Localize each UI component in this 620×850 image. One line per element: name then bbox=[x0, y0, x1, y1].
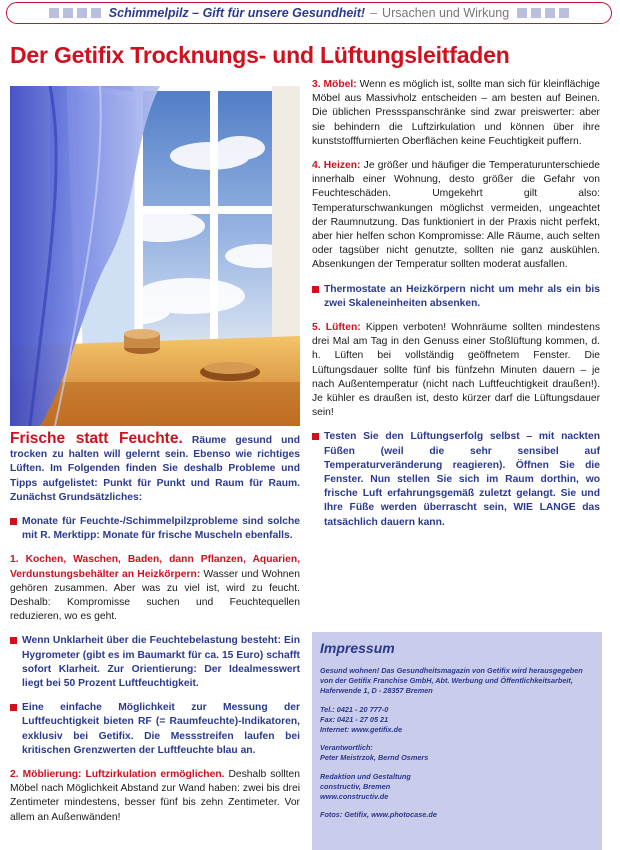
p4-heading: 4. Heizen: bbox=[312, 160, 361, 172]
header-subtitle: Ursachen und Wirkung bbox=[382, 6, 510, 20]
lead-heading: Frische statt Feuchte. bbox=[10, 430, 183, 447]
p1-text: Wasser und Wohnen gehören zusammen. Aber was zu viel ist, wird zu feucht. Deshalb: Kompromisse suchen und Feuchtequellen reduzieren, wo es geht. bbox=[10, 568, 300, 623]
lead-text: Räume gesund und trocken zu halten will gelernt sein. Ebenso wie richtiges Lüften. Im Folgenden finden Sie deshalb Probleme und Tipps aufgelistet: Punkt für Punkt und Raum für Raum. Zunächst Grundsätzliches: bbox=[10, 435, 300, 503]
impressum-tel: Tel.: 0421 - 20 777-0 bbox=[320, 704, 389, 714]
window-photo-illustration bbox=[10, 86, 300, 426]
p4-text: Je größer und häufiger die Temperaturunterschiede innerhalb einer Wohnung, desto größer die Gefahr von Feuchteschäden. Umgekehrt gilt also: Temperaturschwankungen möglichst vermeiden, ungeachtet der Raumnutzung. Das funktioniert in der Praxis nicht perfekt, aber hier helfen schon Kompromisse: Alle Räume, auch selten oder tagsüber nicht genutzte, sollten nie ganz auskühlen. Absenkungen der Temperatur sollten moderat ausfallen. bbox=[312, 160, 600, 271]
paragraph-3 bbox=[312, 78, 600, 149]
impressum-box bbox=[312, 632, 602, 850]
tip-hygrometer: Wenn Unklarheit über die Feuchtebelastung besteht: Ein Hygrometer (gibt es im Baumarkt für ca. 15 Euro) schafft sofort Klarheit. Zur Orientierung: Der Idealmesswert liegt bei 50 Prozent Luftfeuchtigkeit. bbox=[10, 634, 300, 691]
square-icon bbox=[545, 8, 555, 18]
impressum-responsible bbox=[320, 743, 594, 763]
article-title: Der Getifix Trocknungs- und Lüftungsleitfaden bbox=[10, 42, 510, 68]
p1-heading: 1. Kochen, Waschen, Baden, dann Pflanzen, Aquarien, Verdunstungsbehälter an Heizkörpern: bbox=[10, 554, 300, 580]
square-icon bbox=[63, 8, 73, 18]
left-column bbox=[10, 432, 300, 835]
lead-paragraph bbox=[10, 432, 300, 505]
p5-heading: 5. Lüften: bbox=[312, 322, 361, 334]
tip-thermostat: Thermostate an Heizkörpern nicht um mehr als ein bis zwei Skaleneinheiten absenken. bbox=[312, 283, 600, 311]
square-icon bbox=[49, 8, 59, 18]
header-dash: – bbox=[370, 6, 378, 20]
impressum-responsible-label: Verantwortlich: bbox=[320, 743, 373, 753]
impressum-editing bbox=[320, 772, 594, 803]
paragraph-5 bbox=[312, 321, 600, 420]
p3-heading: 3. Möbel: bbox=[312, 79, 357, 90]
tip-intro: Monate für Feuchte-/Schimmelpilzprobleme sind solche mit R. Merktipp: Monate für frische Muscheln ebenfalls. bbox=[10, 515, 300, 543]
square-icon bbox=[559, 8, 569, 18]
p2-heading: 2. Möblierung: Luftzirkulation ermöglichen. bbox=[10, 769, 225, 781]
impressum-intro: Gesund wohnen! Das Gesundheitsmagazin von Getifix wird herausgegeben von der Getifix Franchise GmbH, Abt. Werbung und Öffentlichkeitsarbeit, Haferwende 1, D - 28357 Bremen bbox=[320, 666, 583, 696]
impressum-contact bbox=[320, 705, 594, 736]
impressum-editing-label: Redaktion und Gestaltung bbox=[320, 771, 411, 781]
bullet-square-icon bbox=[10, 637, 17, 644]
bullet-square-icon bbox=[312, 286, 319, 293]
tip-feet: Testen Sie den Lüftungserfolg selbst – mit nackten Füßen (weil die sehr sensibel auf Temperaturveränderung reagieren). Öffnen Sie die Fenster. Nun stellen Sie sich im Raum dorthin, wo frische Luft erfahrungsgemäß zuletzt gelangt. Sie und Ihre Füße werden überrascht sein, WIE LANGE das tatsächlich dauern kann. bbox=[312, 430, 600, 529]
p2-text: Deshalb sollten Möbel nach Möglichkeit Abstand zur Wand haben: zwei bis drei Zentimeter mindestens, besser fünf bis zehn Zentimeter. Vor allem an Außenwänden! bbox=[10, 769, 300, 823]
bullet-square-icon bbox=[10, 518, 17, 525]
tip-rf-indicator: Eine einfache Möglichkeit zur Messung der Luftfeuchtigkeit bieten RF (= Raumfeuchte)-Indikatoren, exklusiv bei Getifix. Die Messstreifen laufen bei kritischen Grenzwerten der Luftfeuchte blau an. bbox=[10, 701, 300, 758]
impressum-internet: Internet: www.getifix.de bbox=[320, 725, 403, 735]
bullet-square-icon bbox=[312, 433, 319, 440]
p5-text: Kippen verboten! Wohnräume sollten mindestens drei Mal am Tag in den Genuss einer Stoßlüftung kommen, d. h. Lüften bei vollständig geöffnetem Fenster. Die Lüftungsdauer sollte fünf bis fünfzehn Minuten dauern – je nach Außentemperatur (nicht nach Luftfeuchtigkeit draußen!). Je kühler es draußen ist, desto kürzer darf die Lüftungsdauer sein! bbox=[312, 322, 600, 419]
header-title: Schimmelpilz – Gift für unsere Gesundheit! bbox=[108, 6, 366, 20]
impressum-photos: Fotos: Getifix, www.photocase.de bbox=[320, 810, 437, 820]
impressum-responsible-names: Peter Meistrzok, Bernd Osmers bbox=[320, 753, 429, 763]
p3-text: Wenn es möglich ist, sollte man sich für kleinflächige Möbel aus Massivholz entscheiden – am besten auf Beinen. Die üblichen Pressspanschränke sind zwar preiswerter: aber sie behindern die Luftzirkulation und können über ihre kunststofffurnierten Oberflächen keine Feuchtigkeit puffern. bbox=[312, 79, 600, 147]
square-icon bbox=[91, 8, 101, 18]
square-icon bbox=[77, 8, 87, 18]
impressum-fax: Fax: 0421 - 27 05 21 bbox=[320, 714, 389, 724]
paragraph-1 bbox=[10, 553, 300, 624]
square-icon bbox=[531, 8, 541, 18]
impressum-title: Impressum bbox=[320, 640, 395, 656]
bullet-square-icon bbox=[10, 704, 17, 711]
right-column bbox=[312, 78, 600, 540]
paragraph-2 bbox=[10, 768, 300, 825]
paragraph-4 bbox=[312, 159, 600, 273]
header-bar bbox=[6, 2, 612, 24]
window-photo bbox=[10, 86, 300, 426]
impressum-editing-web: www.constructiv.de bbox=[320, 792, 389, 802]
impressum-editing-company: constructiv, Bremen bbox=[320, 781, 391, 791]
square-icon bbox=[517, 8, 527, 18]
header-squares-left bbox=[49, 8, 101, 18]
header-squares-right bbox=[517, 8, 569, 18]
